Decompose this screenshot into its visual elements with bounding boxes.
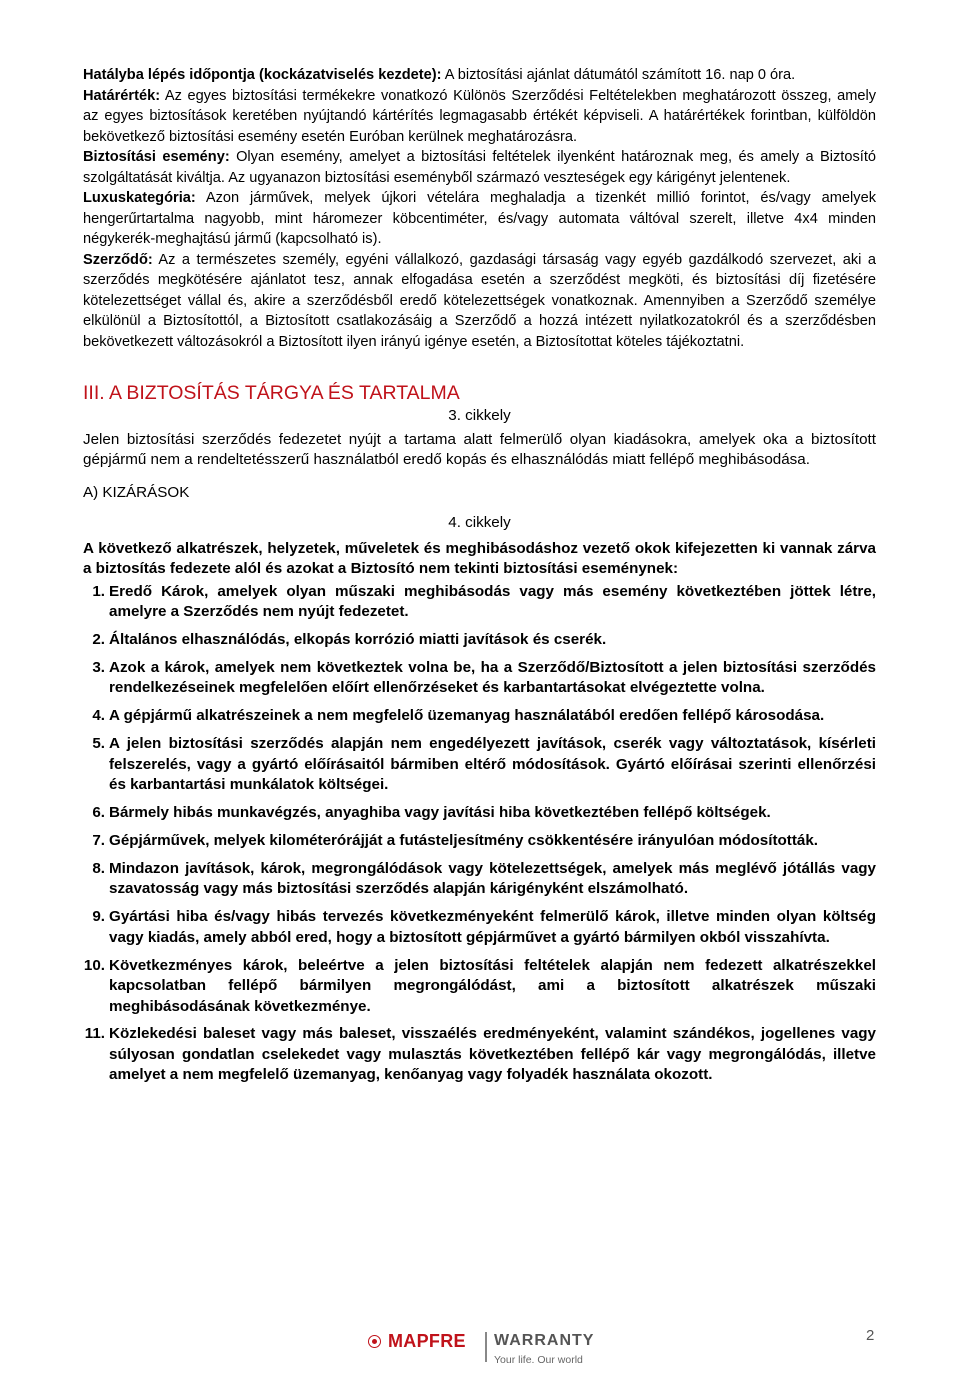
- list-item-number: 9.: [92, 908, 105, 926]
- list-item-text: Mindazon javítások, károk, megrongálódások vagy kötelezettségek, amelyek más meglévő jótállás vagy szavatosság vagy más biztosítási szerződés alapján kárigényként elszámolható.: [109, 859, 876, 898]
- definition-luxury-category: [83, 188, 876, 250]
- list-item-number: 11.: [84, 1025, 105, 1043]
- definition-term: Szerződő:: [83, 251, 153, 268]
- definition-term: Határérték:: [83, 87, 161, 104]
- list-item: [83, 803, 876, 824]
- definition-term: Hatályba lépés időpontja (kockázatviselés kezdete):: [83, 67, 442, 83]
- definition-text: Olyan esemény, amelyet a biztosítási feltételek ilyenként határoznak meg, és amely a Biztosító szolgáltatását kiváltja. Az ugyanazon biztosítási eseményből származó veszteségek egy kárigényt jelentenek.: [83, 149, 876, 186]
- list-item-number: 2.: [92, 630, 105, 648]
- article-3-heading: 3. cikkely: [448, 407, 511, 424]
- list-item-number: 1.: [92, 582, 105, 600]
- chapter-title: III. A BIZTOSÍTÁS TÁRGYA ÉS TARTALMA: [83, 382, 460, 404]
- logo-tagline: Your life. Our world: [494, 1354, 583, 1366]
- page-footer: [0, 1330, 960, 1370]
- list-item-text: Bármely hibás munkavégzés, anyaghiba vagy javítási hiba következtében fellépő költségek.: [109, 803, 771, 821]
- list-item-text: Gépjárművek, melyek kilométerórájját a futásteljesítmény csökkentésére irányulóan módosították.: [109, 831, 819, 849]
- list-item-number: 6.: [92, 803, 105, 821]
- definition-text: A biztosítási ajánlat dátumától számított 16. nap 0 óra.: [444, 67, 796, 83]
- list-item-number: 3.: [92, 658, 105, 676]
- page-number: 2: [866, 1327, 875, 1344]
- list-item: [83, 859, 876, 900]
- list-item-text: Közlekedési baleset vagy más baleset, visszaélés eredményeként, valamint szándékos, jogellenes vagy súlyosan gondatlan cselekedet vagy mulasztás következtében fellépő kár vagy megrongálódás, illetve amelyet a nem megfelelő üzemanyag, kenőanyag vagy folyadék használata okozott.: [109, 1025, 876, 1084]
- exclusions-list: [83, 582, 876, 1086]
- list-item: [83, 658, 876, 699]
- list-item: [83, 706, 876, 727]
- list-item-number: 10.: [83, 956, 105, 974]
- list-item-number: 5.: [92, 735, 105, 753]
- logo-brand-text: MAPFRE: [388, 1331, 466, 1351]
- list-item-text: Eredő Károk, amelyek olyan műszaki meghibásodás vagy más esemény következtében jöttek létre, amelyre a Szerződés nem nyújt fedezetet.: [109, 582, 876, 620]
- article-4-intro: A következő alkatrészek, helyzetek, műveletek és meghibásodáshoz vezető okok kifejezetten ki vannak zárva a biztosítás fedezete alól és azokat a Biztosító nem tekinti biztosítási eseménynek:: [83, 539, 876, 577]
- list-item: [83, 630, 876, 651]
- logo-divider: [485, 1332, 487, 1362]
- exclusions-subsection-title: A) KIZÁRÁSOK: [83, 483, 190, 501]
- document-page: [83, 65, 876, 1093]
- list-item-text: Általános elhasználódás, elkopás korrózió miatti javítások és cserék.: [109, 630, 607, 648]
- definition-limit: [83, 86, 876, 148]
- list-item: [83, 831, 876, 852]
- definition-text: Az a természetes személy, egyéni vállalkozó, gazdasági társaság vagy egyéb gazdálkodó szervezet, aki a szerződés megkötésére ajánlatot tesz, annak elfogadása esetén a szerződést megköti, és biztosítási díj fizetésére kötelezettséget vállal és, akire a szerződésből eredő kötelezettségek vonatkoznak. Amennyiben a Szerződő személye elkülönül a Biztosítottól, a Biztosított csatlakozásáig a Szerződő a hozzá intézett nyilatkozatokról és a szerződésben bekövetkezett változásokról a Biztosított ilyen irányú igénye esetén, a Biztosítottat köteles tájékoztatni.: [83, 251, 877, 350]
- definition-term: Biztosítási esemény:: [83, 149, 230, 165]
- list-item-text: Gyártási hiba és/vagy hibás tervezés következményeként felmerülő károk, illetve minden olyan költség vagy kiadás, amely abból ered, hogy a biztosított gépjárművet a gyártó bármilyen okból visszahívta.: [109, 908, 876, 946]
- list-item-number: 8.: [92, 859, 105, 877]
- definition-insured-event: [83, 147, 876, 188]
- list-item-text: A gépjármű alkatrészeinek a nem megfelelő üzemanyag használatából eredően fellépő károsodása.: [109, 707, 825, 725]
- list-item-text: A jelen biztosítási szerződés alapján nem engedélyezett javítások, cserék vagy változtatások, kísérleti felszerelés, vagy a gyártó előírásaitól bármiben eltérő módosítások. Gyártó előírásai szerinti ellenőrzési és karbantartási munkálatok költségei.: [109, 735, 876, 794]
- article-3-text: Jelen biztosítási szerződés fedezetet nyújt a tartama alatt felmerülő olyan kiadásokra, amelyek oka a biztosított gépjármű nem a rendeltetésszerű használatból eredő kopás és elhasználódás miatt fellépő meghibásodása.: [83, 430, 876, 468]
- mapfre-emblem-icon: [368, 1335, 381, 1348]
- list-item-number: 4.: [92, 707, 105, 725]
- definition-effective-date: [83, 65, 876, 86]
- list-item: [83, 907, 876, 948]
- list-item: [83, 582, 876, 623]
- list-item-text: Azok a károk, amelyek nem következtek volna be, ha a Szerződő/Biztosított a jelen biztosítási szerződés rendelkezéseinek megfelelően előírt ellenőrzéseket és karbantartásokat elvégeztette volna.: [109, 658, 876, 697]
- definition-text: Az egyes biztosítási termékekre vonatkozó Különös Szerződési Feltételekben meghatározott összeg, amely az egyes biztosítások keretében nyújtandó kártérítés legmagasabb értékét képviseli. A határértékek forintban, külföldön bekövetkező biztosítási esemény esetén Euróban kerülnek meghatározásra.: [83, 87, 877, 145]
- logo-division-text: WARRANTY: [494, 1332, 595, 1349]
- list-item: [83, 956, 876, 1018]
- definition-contracting-party: [83, 250, 876, 353]
- list-item-text: Következményes károk, beleértve a jelen biztosítási feltételek alapján nem fedezett alkatrészekkel kapcsolatban fellépő bármilyen megrongálódást, ami a biztosított alkatrészek műszaki meghibásodásának következménye.: [109, 956, 876, 1015]
- definition-text: Azon járművek, melyek újkori vételára meghaladja a tizenkét millió forintot, és/vagy amelyek hengerűrtartalma nagyobb, mint háromezer köbcentiméter, és/vagy automata váltóval szerelt, illetve 4x4 minden négykerék-meghajtású jármű (kapcsolható is).: [83, 190, 876, 247]
- article-4-heading: 4. cikkely: [448, 514, 511, 531]
- list-item-number: 7.: [92, 831, 105, 849]
- definition-term: Luxuskategória:: [83, 190, 196, 206]
- list-item: [83, 734, 876, 796]
- list-item: [83, 1024, 876, 1086]
- mapfre-warranty-logo: [368, 1330, 608, 1370]
